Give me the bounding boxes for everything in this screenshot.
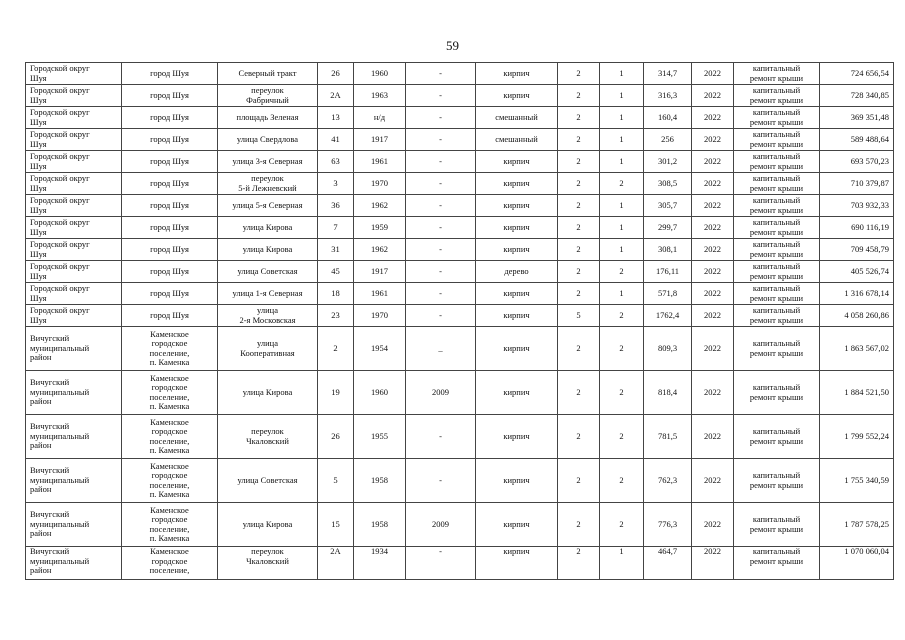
work-type-cell: капитальный ремонт крыши xyxy=(734,415,820,459)
table-row xyxy=(26,415,894,459)
settlement-cell: город Шуя xyxy=(122,261,218,283)
floors-cell: 5 xyxy=(558,305,600,327)
floors-cell: 2 xyxy=(558,85,600,107)
wall-material-cell: кирпич xyxy=(476,195,558,217)
year-built-cell: 1954 xyxy=(354,327,406,371)
planned-year-cell: 2022 xyxy=(692,129,734,151)
entrances-cell: 1 xyxy=(600,217,644,239)
house-number-cell: 15 xyxy=(318,503,354,547)
year-repair-cell: _ xyxy=(406,327,476,371)
table-row xyxy=(26,459,894,503)
year-repair-cell: - xyxy=(406,415,476,459)
entrances-cell: 1 xyxy=(600,283,644,305)
planned-year-cell: 2022 xyxy=(692,173,734,195)
house-number-cell: 2А xyxy=(318,85,354,107)
table-row xyxy=(26,195,894,217)
house-number-cell: 7 xyxy=(318,217,354,239)
settlement-cell: город Шуя xyxy=(122,305,218,327)
cost-cell: 1 799 552,24 xyxy=(820,415,894,459)
street-cell: переулок Чкаловский xyxy=(218,547,318,580)
entrances-cell: 1 xyxy=(600,151,644,173)
entrances-cell: 2 xyxy=(600,305,644,327)
entrances-cell: 2 xyxy=(600,327,644,371)
year-built-cell: 1970 xyxy=(354,305,406,327)
house-number-cell: 26 xyxy=(318,63,354,85)
year-built-cell: 1960 xyxy=(354,371,406,415)
table-row xyxy=(26,107,894,129)
year-repair-cell: - xyxy=(406,85,476,107)
year-repair-cell: - xyxy=(406,173,476,195)
year-repair-cell: 2009 xyxy=(406,503,476,547)
cost-cell: 1 316 678,14 xyxy=(820,283,894,305)
street-cell: улица Кирова xyxy=(218,239,318,261)
floors-cell: 2 xyxy=(558,547,600,580)
house-number-cell: 36 xyxy=(318,195,354,217)
floors-cell: 2 xyxy=(558,195,600,217)
district-cell: Городской округ Шуя xyxy=(26,107,122,129)
table-row xyxy=(26,63,894,85)
wall-material-cell: кирпич xyxy=(476,371,558,415)
house-number-cell: 45 xyxy=(318,261,354,283)
wall-material-cell: кирпич xyxy=(476,305,558,327)
cost-cell: 589 488,64 xyxy=(820,129,894,151)
settlement-cell: город Шуя xyxy=(122,195,218,217)
wall-material-cell: дерево xyxy=(476,261,558,283)
work-type-cell: капитальный ремонт крыши xyxy=(734,173,820,195)
year-built-cell: 1962 xyxy=(354,195,406,217)
planned-year-cell: 2022 xyxy=(692,327,734,371)
year-built-cell: н/д xyxy=(354,107,406,129)
wall-material-cell: кирпич xyxy=(476,85,558,107)
work-type-cell: капитальный ремонт крыши xyxy=(734,547,820,580)
settlement-cell: Каменское городское поселение, п. Каменка xyxy=(122,327,218,371)
settlement-cell: Каменское городское поселение, xyxy=(122,547,218,580)
year-built-cell: 1961 xyxy=(354,283,406,305)
table-row xyxy=(26,239,894,261)
year-built-cell: 1958 xyxy=(354,459,406,503)
table-row xyxy=(26,151,894,173)
settlement-cell: город Шуя xyxy=(122,129,218,151)
area-cell: 314,7 xyxy=(644,63,692,85)
table-row xyxy=(26,503,894,547)
area-cell: 776,3 xyxy=(644,503,692,547)
table-row xyxy=(26,371,894,415)
planned-year-cell: 2022 xyxy=(692,195,734,217)
wall-material-cell: кирпич xyxy=(476,283,558,305)
planned-year-cell: 2022 xyxy=(692,217,734,239)
wall-material-cell: кирпич xyxy=(476,63,558,85)
year-built-cell: 1962 xyxy=(354,239,406,261)
floors-cell: 2 xyxy=(558,327,600,371)
street-cell: переулок 5-й Лежневский xyxy=(218,173,318,195)
street-cell: переулок Фабричный xyxy=(218,85,318,107)
year-repair-cell: - xyxy=(406,305,476,327)
house-number-cell: 13 xyxy=(318,107,354,129)
settlement-cell: город Шуя xyxy=(122,239,218,261)
wall-material-cell: кирпич xyxy=(476,173,558,195)
planned-year-cell: 2022 xyxy=(692,547,734,580)
entrances-cell: 1 xyxy=(600,547,644,580)
work-type-cell: капитальный ремонт крыши xyxy=(734,239,820,261)
planned-year-cell: 2022 xyxy=(692,239,734,261)
area-cell: 308,1 xyxy=(644,239,692,261)
year-built-cell: 1917 xyxy=(354,129,406,151)
street-cell: улица Свердлова xyxy=(218,129,318,151)
cost-cell: 1 884 521,50 xyxy=(820,371,894,415)
district-cell: Городской округ Шуя xyxy=(26,85,122,107)
district-cell: Городской округ Шуя xyxy=(26,283,122,305)
area-cell: 160,4 xyxy=(644,107,692,129)
street-cell: улица 1-я Северная xyxy=(218,283,318,305)
work-type-cell: капитальный ремонт крыши xyxy=(734,217,820,239)
entrances-cell: 1 xyxy=(600,239,644,261)
planned-year-cell: 2022 xyxy=(692,151,734,173)
settlement-cell: Каменское городское поселение, п. Каменка xyxy=(122,415,218,459)
street-cell: улица Кооперативная xyxy=(218,327,318,371)
year-repair-cell: - xyxy=(406,547,476,580)
table-row xyxy=(26,305,894,327)
street-cell: площадь Зеленая xyxy=(218,107,318,129)
year-repair-cell: - xyxy=(406,239,476,261)
work-type-cell: капитальный ремонт крыши xyxy=(734,459,820,503)
year-built-cell: 1955 xyxy=(354,415,406,459)
house-number-cell: 19 xyxy=(318,371,354,415)
settlement-cell: Каменское городское поселение, п. Каменка xyxy=(122,503,218,547)
table-row xyxy=(26,173,894,195)
house-number-cell: 2 xyxy=(318,327,354,371)
area-cell: 316,3 xyxy=(644,85,692,107)
house-number-cell: 31 xyxy=(318,239,354,261)
work-type-cell: капитальный ремонт крыши xyxy=(734,503,820,547)
wall-material-cell: кирпич xyxy=(476,503,558,547)
table-row xyxy=(26,547,894,580)
table-row xyxy=(26,85,894,107)
floors-cell: 2 xyxy=(558,239,600,261)
year-built-cell: 1959 xyxy=(354,217,406,239)
planned-year-cell: 2022 xyxy=(692,283,734,305)
floors-cell: 2 xyxy=(558,63,600,85)
cost-cell: 405 526,74 xyxy=(820,261,894,283)
area-cell: 571,8 xyxy=(644,283,692,305)
street-cell: улица Кирова xyxy=(218,217,318,239)
entrances-cell: 1 xyxy=(600,85,644,107)
street-cell: улица Кирова xyxy=(218,503,318,547)
cost-cell: 1 863 567,02 xyxy=(820,327,894,371)
cost-cell: 690 116,19 xyxy=(820,217,894,239)
street-cell: улица 2-я Московская xyxy=(218,305,318,327)
work-type-cell: капитальный ремонт крыши xyxy=(734,129,820,151)
cost-cell: 4 058 260,86 xyxy=(820,305,894,327)
street-cell: улица Советская xyxy=(218,459,318,503)
cost-cell: 710 379,87 xyxy=(820,173,894,195)
year-repair-cell: - xyxy=(406,129,476,151)
cost-cell: 1 755 340,59 xyxy=(820,459,894,503)
street-cell: улица Советская xyxy=(218,261,318,283)
house-number-cell: 26 xyxy=(318,415,354,459)
year-repair-cell: - xyxy=(406,107,476,129)
cost-cell: 693 570,23 xyxy=(820,151,894,173)
street-cell: Северный тракт xyxy=(218,63,318,85)
settlement-cell: Каменское городское поселение, п. Каменка xyxy=(122,459,218,503)
entrances-cell: 1 xyxy=(600,195,644,217)
area-cell: 301,2 xyxy=(644,151,692,173)
street-cell: улица Кирова xyxy=(218,371,318,415)
district-cell: Вичугский муниципальный район xyxy=(26,415,122,459)
settlement-cell: Каменское городское поселение, п. Каменка xyxy=(122,371,218,415)
table-row xyxy=(26,261,894,283)
floors-cell: 2 xyxy=(558,217,600,239)
wall-material-cell: кирпич xyxy=(476,239,558,261)
district-cell: Городской округ Шуя xyxy=(26,129,122,151)
table-row xyxy=(26,217,894,239)
district-cell: Городской округ Шуя xyxy=(26,305,122,327)
planned-year-cell: 2022 xyxy=(692,305,734,327)
floors-cell: 2 xyxy=(558,107,600,129)
settlement-cell: город Шуя xyxy=(122,217,218,239)
district-cell: Вичугский муниципальный район xyxy=(26,503,122,547)
year-repair-cell: - xyxy=(406,63,476,85)
work-type-cell: капитальный ремонт крыши xyxy=(734,85,820,107)
district-cell: Городской округ Шуя xyxy=(26,217,122,239)
district-cell: Вичугский муниципальный район xyxy=(26,459,122,503)
district-cell: Городской округ Шуя xyxy=(26,173,122,195)
planned-year-cell: 2022 xyxy=(692,459,734,503)
year-repair-cell: - xyxy=(406,195,476,217)
floors-cell: 2 xyxy=(558,371,600,415)
entrances-cell: 2 xyxy=(600,415,644,459)
district-cell: Вичугский муниципальный район xyxy=(26,547,122,580)
area-cell: 256 xyxy=(644,129,692,151)
area-cell: 299,7 xyxy=(644,217,692,239)
settlement-cell: город Шуя xyxy=(122,85,218,107)
work-type-cell: капитальный ремонт крыши xyxy=(734,63,820,85)
year-built-cell: 1917 xyxy=(354,261,406,283)
street-cell: переулок Чкаловский xyxy=(218,415,318,459)
cost-cell: 728 340,85 xyxy=(820,85,894,107)
entrances-cell: 2 xyxy=(600,503,644,547)
settlement-cell: город Шуя xyxy=(122,63,218,85)
area-cell: 1762,4 xyxy=(644,305,692,327)
area-cell: 176,11 xyxy=(644,261,692,283)
planned-year-cell: 2022 xyxy=(692,85,734,107)
wall-material-cell: кирпич xyxy=(476,327,558,371)
wall-material-cell: смешанный xyxy=(476,129,558,151)
year-built-cell: 1970 xyxy=(354,173,406,195)
floors-cell: 2 xyxy=(558,173,600,195)
entrances-cell: 2 xyxy=(600,371,644,415)
house-number-cell: 3 xyxy=(318,173,354,195)
wall-material-cell: кирпич xyxy=(476,217,558,239)
wall-material-cell: кирпич xyxy=(476,459,558,503)
year-built-cell: 1934 xyxy=(354,547,406,580)
house-number-cell: 18 xyxy=(318,283,354,305)
house-number-cell: 5 xyxy=(318,459,354,503)
cost-cell: 703 932,33 xyxy=(820,195,894,217)
year-built-cell: 1960 xyxy=(354,63,406,85)
entrances-cell: 1 xyxy=(600,63,644,85)
floors-cell: 2 xyxy=(558,283,600,305)
district-cell: Городской округ Шуя xyxy=(26,151,122,173)
floors-cell: 2 xyxy=(558,129,600,151)
entrances-cell: 2 xyxy=(600,173,644,195)
planned-year-cell: 2022 xyxy=(692,415,734,459)
floors-cell: 2 xyxy=(558,151,600,173)
work-type-cell: капитальный ремонт крыши xyxy=(734,261,820,283)
area-cell: 762,3 xyxy=(644,459,692,503)
year-repair-cell: - xyxy=(406,261,476,283)
district-cell: Вичугский муниципальный район xyxy=(26,371,122,415)
entrances-cell: 2 xyxy=(600,261,644,283)
year-repair-cell: - xyxy=(406,283,476,305)
cost-cell: 724 656,54 xyxy=(820,63,894,85)
table-row xyxy=(26,129,894,151)
work-type-cell: капитальный ремонт крыши xyxy=(734,305,820,327)
wall-material-cell: кирпич xyxy=(476,547,558,580)
year-repair-cell: - xyxy=(406,459,476,503)
cost-cell: 1 787 578,25 xyxy=(820,503,894,547)
planned-year-cell: 2022 xyxy=(692,107,734,129)
table-row xyxy=(26,327,894,371)
year-repair-cell: - xyxy=(406,151,476,173)
year-built-cell: 1961 xyxy=(354,151,406,173)
settlement-cell: город Шуя xyxy=(122,283,218,305)
district-cell: Городской округ Шуя xyxy=(26,63,122,85)
street-cell: улица 5-я Северная xyxy=(218,195,318,217)
housing-repair-table xyxy=(25,62,894,580)
year-built-cell: 1963 xyxy=(354,85,406,107)
entrances-cell: 2 xyxy=(600,459,644,503)
house-number-cell: 23 xyxy=(318,305,354,327)
work-type-cell: капитальный ремонт крыши xyxy=(734,371,820,415)
wall-material-cell: кирпич xyxy=(476,415,558,459)
house-number-cell: 41 xyxy=(318,129,354,151)
area-cell: 781,5 xyxy=(644,415,692,459)
floors-cell: 2 xyxy=(558,261,600,283)
floors-cell: 2 xyxy=(558,503,600,547)
district-cell: Вичугский муниципальный район xyxy=(26,327,122,371)
floors-cell: 2 xyxy=(558,459,600,503)
entrances-cell: 1 xyxy=(600,107,644,129)
year-repair-cell: - xyxy=(406,217,476,239)
area-cell: 818,4 xyxy=(644,371,692,415)
cost-cell: 369 351,48 xyxy=(820,107,894,129)
settlement-cell: город Шуя xyxy=(122,173,218,195)
district-cell: Городской округ Шуя xyxy=(26,261,122,283)
table-row xyxy=(26,283,894,305)
table-body xyxy=(26,63,894,580)
street-cell: улица 3-я Северная xyxy=(218,151,318,173)
area-cell: 305,7 xyxy=(644,195,692,217)
page-number: 59 xyxy=(446,38,459,53)
planned-year-cell: 2022 xyxy=(692,261,734,283)
work-type-cell: капитальный ремонт крыши xyxy=(734,107,820,129)
wall-material-cell: смешанный xyxy=(476,107,558,129)
area-cell: 809,3 xyxy=(644,327,692,371)
district-cell: Городской округ Шуя xyxy=(26,239,122,261)
wall-material-cell: кирпич xyxy=(476,151,558,173)
settlement-cell: город Шуя xyxy=(122,151,218,173)
work-type-cell: капитальный ремонт крыши xyxy=(734,195,820,217)
house-number-cell: 2А xyxy=(318,547,354,580)
settlement-cell: город Шуя xyxy=(122,107,218,129)
floors-cell: 2 xyxy=(558,415,600,459)
year-built-cell: 1958 xyxy=(354,503,406,547)
work-type-cell: капитальный ремонт крыши xyxy=(734,283,820,305)
cost-cell: 1 070 060,04 xyxy=(820,547,894,580)
cost-cell: 709 458,79 xyxy=(820,239,894,261)
area-cell: 464,7 xyxy=(644,547,692,580)
house-number-cell: 63 xyxy=(318,151,354,173)
planned-year-cell: 2022 xyxy=(692,503,734,547)
work-type-cell: капитальный ремонт крыши xyxy=(734,151,820,173)
area-cell: 308,5 xyxy=(644,173,692,195)
planned-year-cell: 2022 xyxy=(692,371,734,415)
work-type-cell: капитальный ремонт крыши xyxy=(734,327,820,371)
planned-year-cell: 2022 xyxy=(692,63,734,85)
year-repair-cell: 2009 xyxy=(406,371,476,415)
entrances-cell: 1 xyxy=(600,129,644,151)
district-cell: Городской округ Шуя xyxy=(26,195,122,217)
